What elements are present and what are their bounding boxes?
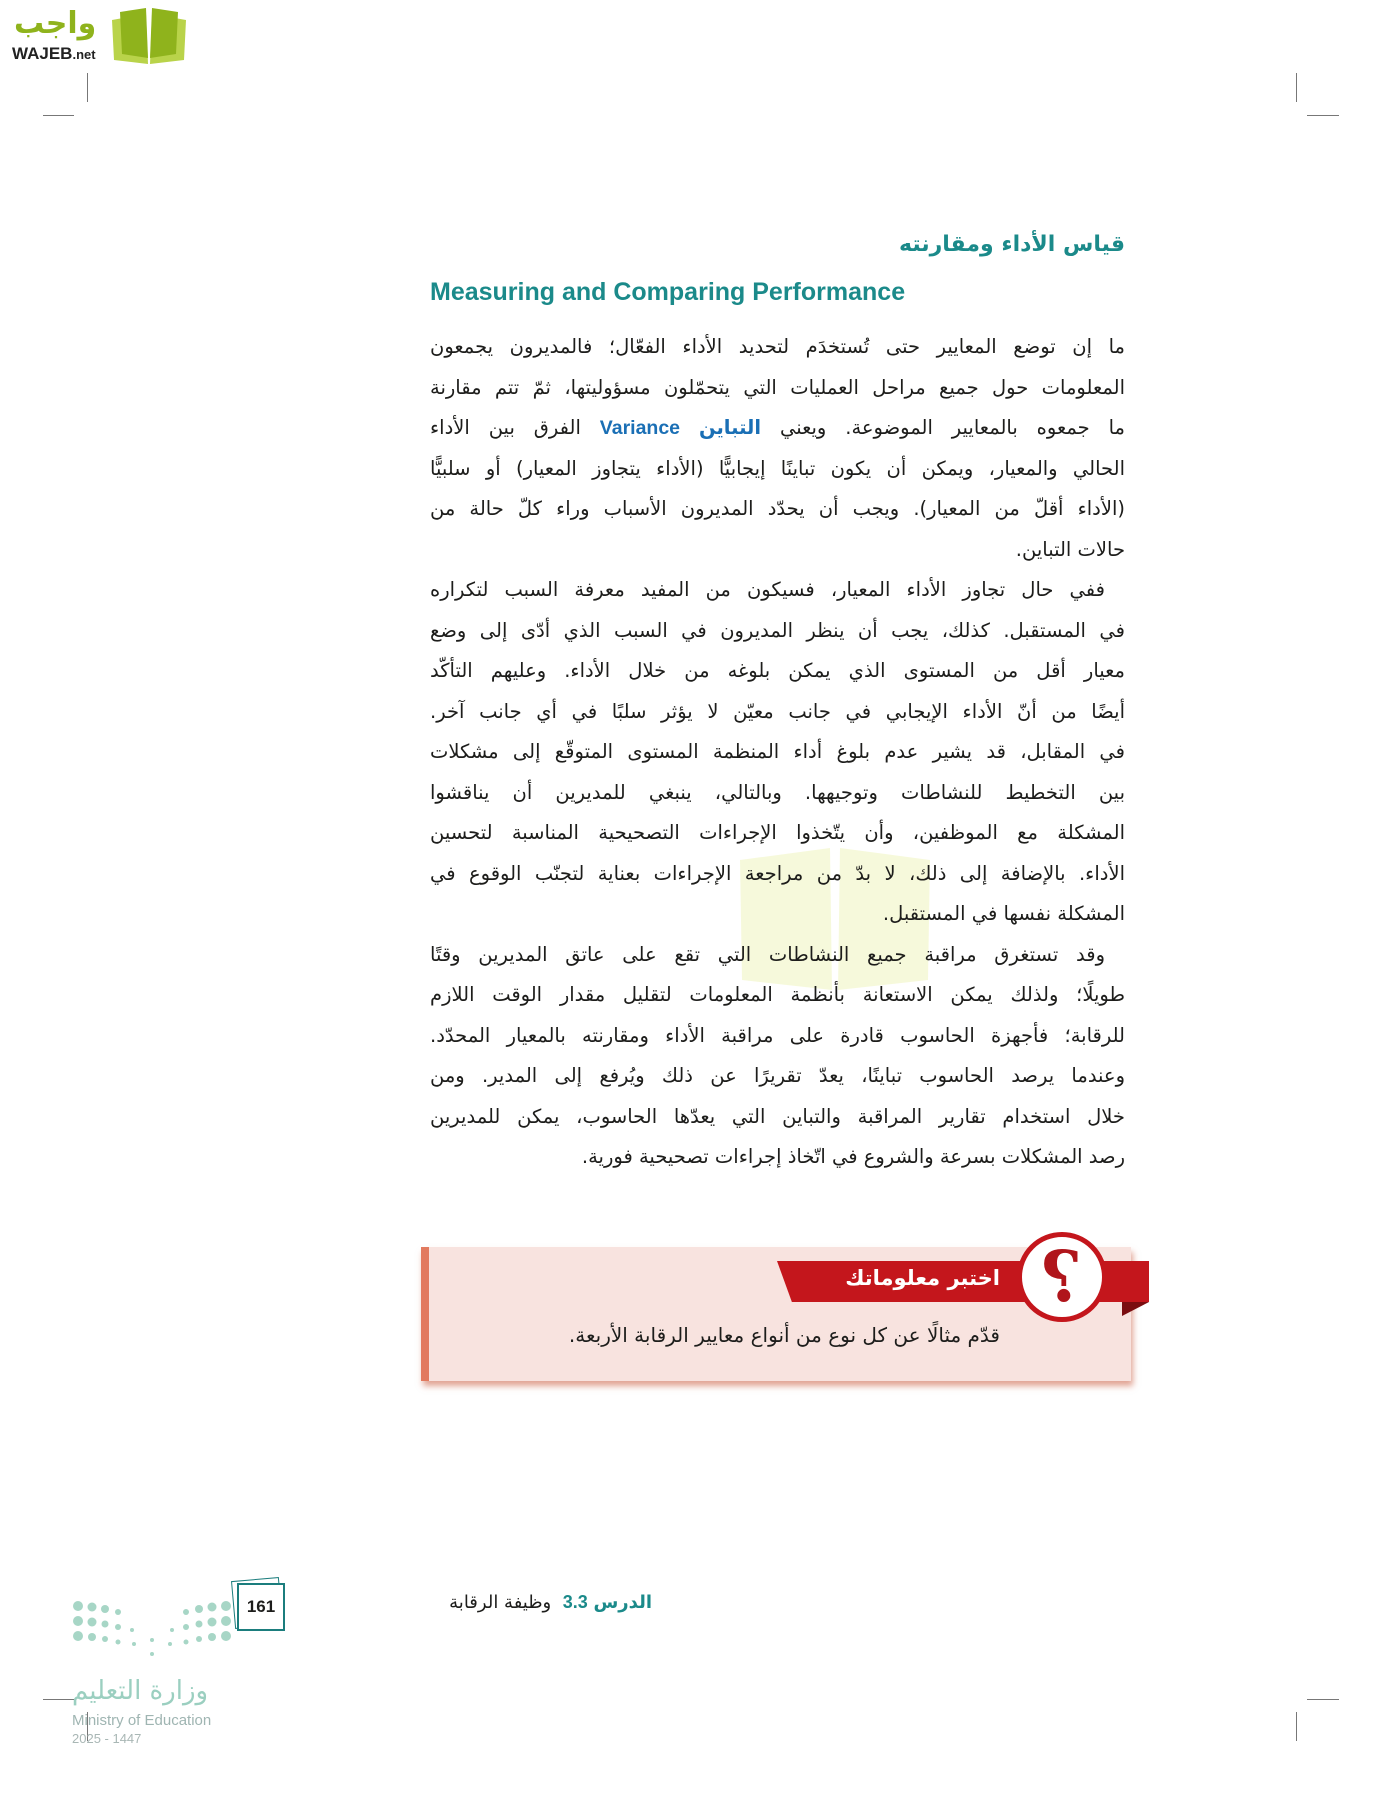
crop-mark [43, 115, 74, 116]
logo-arabic-text: واجب [14, 6, 97, 41]
text-segment: ما جمعوه بالمعايير الموضوعة. ويعني [761, 416, 1125, 439]
lesson-title: وظيفة الرقابة [449, 1592, 552, 1613]
text-line: معيار أقل من المستوى الذي يمكن بلوغه من خلال الأداء. وعليهم التأكّد [430, 659, 1125, 682]
ministry-name-arabic: وزارة التعليم [72, 1676, 209, 1706]
book-icon [108, 6, 190, 66]
text-segment: الفرق بين الأداء [430, 416, 600, 439]
text-line: وعندما يرصد الحاسوب تباينًا، يعدّ تقريرًا عن ذلك ويُرفع إلى المدير. ومن [430, 1064, 1125, 1087]
lesson-footer [449, 1592, 652, 1613]
text-line: ففي حال تجاوز الأداء المعيار، فسيكون من المفيد معرفة السبب لتكراره [430, 578, 1105, 601]
logo-english-text: WAJEB.net [12, 44, 96, 63]
text-line: وقد تستغرق مراقبة جميع النشاطات التي تقع على عاتق المديرين وقتًا [430, 943, 1105, 966]
text-line: ما إن توضع المعايير حتى تُستخدَم لتحديد الأداء الفعّال؛ فالمديرون يجمعون [430, 335, 1125, 358]
text-line: خلال استخدام تقارير المراقبة والتباين التي يعدّها الحاسوب، يمكن للمديرين [430, 1105, 1125, 1128]
text-line: (الأداء أقلّ من المعيار). ويجب أن يحدّد المديرون الأسباب وراء كلّ حالة من [430, 497, 1125, 520]
page-number: 161 [237, 1583, 285, 1631]
ministry-dots-logo [72, 1600, 232, 1660]
academic-year: 2025 - 1447 [72, 1731, 142, 1746]
text-line: المعلومات حول جميع مراحل العمليات التي يتحمّلون مسؤوليتها، ثمّ تتم مقارنة [430, 376, 1125, 399]
text-line: بين التخطيط للنشاطات وتوجيهها. وبالتالي، ينبغي للمديرين أن يناقشوا [430, 781, 1125, 804]
crop-mark [87, 73, 88, 102]
text-line: المشكلة نفسها في المستقبل. [882, 902, 1125, 925]
crop-mark [43, 1699, 74, 1700]
text-line: الحالي والمعيار، ويمكن أن يكون تباينًا إيجابيًّا (الأداء يتجاوز المعيار) أو سلبيًّا [430, 457, 1125, 480]
section-title-arabic: قياس الأداء ومقارنته [899, 232, 1125, 257]
question-mark-icon: ? [1017, 1232, 1107, 1322]
text-line: رصد المشكلات بسرعة والشروع في اتّخاذ إجراءات تصحيحية فورية. [581, 1145, 1125, 1168]
crop-mark [1307, 115, 1339, 116]
banner-fold [1122, 1302, 1149, 1316]
text-line: طويلًا؛ ولذلك يمكن الاستعانة بأنظمة المعلومات لتقليل مقدار الوقت اللازم [430, 983, 1125, 1006]
text-line: حالات التباين. [1015, 538, 1125, 561]
text-line [430, 413, 1125, 443]
crop-mark [1296, 73, 1297, 102]
text-line: في المقابل، قد يشير عدم بلوغ أداء المنظمة المستوى المتوقّع إلى مشكلات [430, 740, 1125, 763]
lesson-label: الدرس [593, 1592, 652, 1613]
term-variance-english: Variance [599, 417, 681, 439]
wajeb-logo[interactable] [10, 6, 190, 68]
text-line: المشكلة مع الموظفين، وأن يتّخذوا الإجراءات التصحيحية المناسبة لتحسين [430, 821, 1125, 844]
ministry-name-english: Ministry of Education [72, 1712, 212, 1729]
crop-mark [1296, 1712, 1297, 1741]
lesson-number: 3.3 [562, 1592, 588, 1612]
quiz-question: قدّم مثالًا عن كل نوع من أنواع معايير الرقابة الأربعة. [568, 1323, 1000, 1347]
section-title-english: Measuring and Comparing Performance [430, 278, 906, 306]
text-line: الأداء. بالإضافة إلى ذلك، لا بدّ من مراجعة الإجراءات بعناية لتجنّب الوقوع في [430, 862, 1125, 885]
text-line: في المستقبل. كذلك، يجب أن ينظر المديرون في السبب الذي أدّى إلى وضع [430, 619, 1125, 642]
term-variance-arabic: التباين [698, 416, 762, 439]
text-line: أيضًا من أنّ الأداء الإيجابي في جانب معيّن لا يؤثر سلبًا في أي جانب آخر. [430, 700, 1125, 723]
text-line: للرقابة؛ فأجهزة الحاسوب قادرة على مراقبة الأداء ومقارنته بالمعيار المحدّد. [430, 1024, 1125, 1047]
quiz-title: اختبر معلوماتك [845, 1266, 1000, 1290]
crop-mark [1307, 1699, 1339, 1700]
